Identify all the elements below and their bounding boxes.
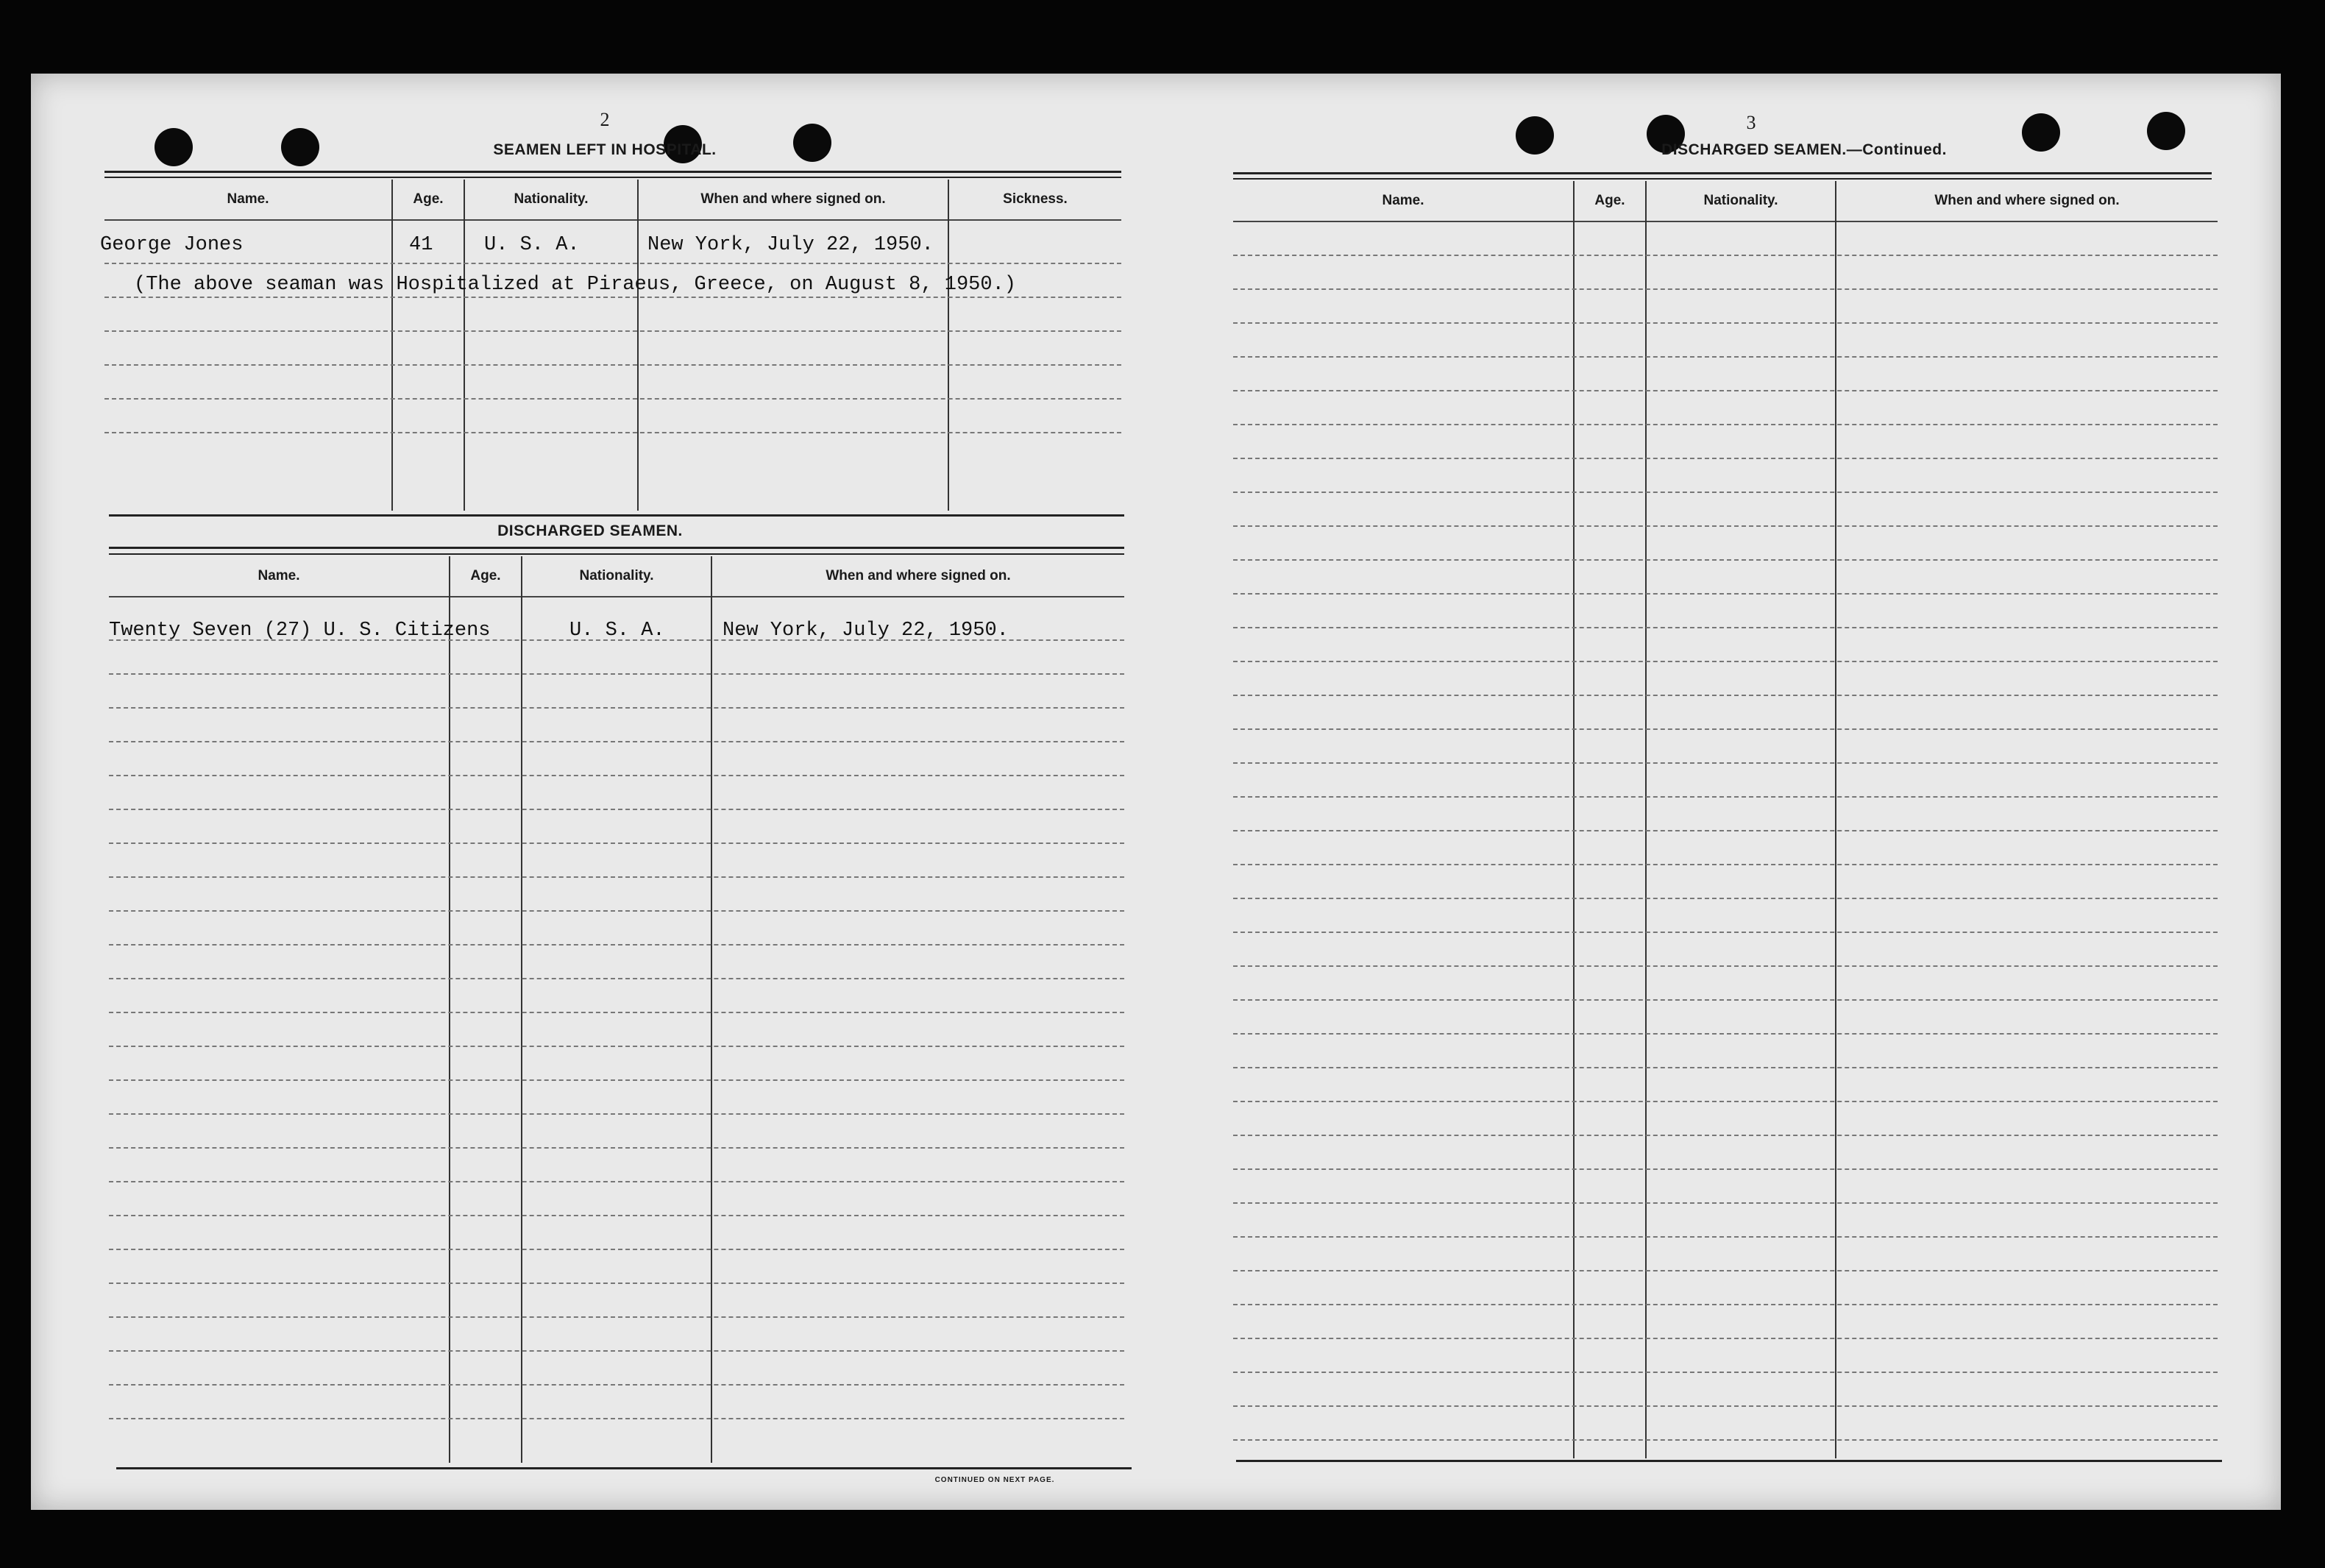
- rule: [104, 177, 1121, 178]
- punch-hole-2: [281, 128, 319, 166]
- discharged-section-title: DISCHARGED SEAMEN.: [497, 522, 683, 539]
- page-number: 3: [1746, 112, 1756, 133]
- discharged-nationality: U. S. A.: [569, 620, 665, 642]
- rule: [109, 514, 1124, 517]
- column-header-sickness: Sickness.: [949, 180, 1121, 221]
- punch-hole-7: [2022, 113, 2060, 152]
- rule: [1233, 178, 2212, 180]
- discharged-continued-title: DISCHARGED SEAMEN.—Continued.: [1661, 141, 1947, 158]
- column-header-signed-on: When and where signed on.: [712, 556, 1124, 597]
- hospital-signed-on: New York, July 22, 1950.: [647, 234, 934, 256]
- column-header-nationality: Nationality.: [1647, 181, 1835, 222]
- page-number: 2: [600, 109, 610, 130]
- hospital-nationality: U. S. A.: [484, 234, 580, 256]
- rule: [116, 1467, 1132, 1469]
- left-page: [31, 74, 1157, 1510]
- hospital-name: George Jones: [100, 234, 244, 256]
- discharged-rows: [109, 597, 1124, 1463]
- hospitalization-note: (The above seaman was Hospitalized at Piraeus, Greece, on August 8, 1950.): [134, 274, 1016, 296]
- column-header-signed-on: When and where signed on.: [1836, 181, 2218, 222]
- rule: [109, 553, 1124, 555]
- hospital-age: 41: [409, 234, 433, 256]
- column-header-signed-on: When and where signed on.: [639, 180, 948, 221]
- discharged-continued-table: [1233, 181, 2218, 1458]
- column-header-name: Name.: [104, 180, 391, 221]
- ledger-paper: [31, 74, 2281, 1510]
- column-header-age: Age.: [450, 556, 521, 597]
- rule: [109, 547, 1124, 549]
- discharged-signed-on: New York, July 22, 1950.: [723, 620, 1009, 642]
- hospital-rows: [104, 221, 1121, 512]
- rule: [1236, 1460, 2222, 1462]
- column-header-nationality: Nationality.: [522, 556, 711, 597]
- punch-hole-1: [155, 128, 193, 166]
- column-header-age: Age.: [1575, 181, 1645, 222]
- discharged-name: Twenty Seven (27) U. S. Citizens: [109, 620, 491, 642]
- column-header-nationality: Nationality.: [465, 180, 637, 221]
- punch-hole-8: [2147, 112, 2185, 150]
- column-header-age: Age.: [393, 180, 464, 221]
- discharged-table: [109, 556, 1124, 1466]
- continued-rows: [1233, 222, 2218, 1458]
- rule: [104, 171, 1121, 173]
- rule: [1233, 172, 2212, 174]
- punch-hole-5: [1516, 116, 1554, 155]
- column-header-name: Name.: [109, 556, 449, 597]
- continued-note: CONTINUED ON NEXT PAGE.: [934, 1476, 1055, 1484]
- column-header-name: Name.: [1233, 181, 1573, 222]
- hospital-table: [100, 180, 1121, 514]
- hospital-section-title: SEAMEN LEFT IN HOSPITAL.: [493, 141, 717, 158]
- right-page: [1157, 74, 2281, 1510]
